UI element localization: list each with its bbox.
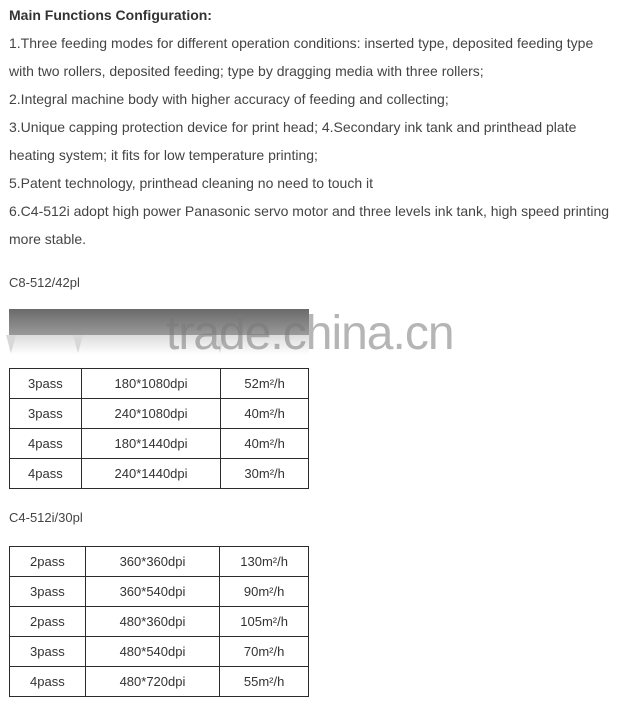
resolution-cell: 180*1440dpi [81, 429, 221, 459]
resolution-cell: 240*1440dpi [81, 459, 221, 489]
table1-caption: C8-512/42pl [9, 275, 80, 290]
paragraph-line-8: more stable. [9, 231, 87, 247]
table2-spec-table [9, 546, 309, 697]
speed-cell: 40m²/h [221, 429, 309, 459]
table-row [10, 369, 309, 399]
paragraph-line-7: 6.C4-512i adopt high power Panasonic servo motor and three levels ink tank, high speed printing [9, 203, 610, 219]
pass-cell: 4pass [10, 429, 82, 459]
resolution-cell: 360*360dpi [85, 547, 220, 577]
paragraph-line-5: heating system; it fits for low temperature printing; [9, 147, 318, 163]
speed-cell: 52m²/h [221, 369, 309, 399]
table-row [10, 429, 309, 459]
main-functions-heading: Main Functions Configuration: [9, 7, 212, 23]
resolution-cell: 180*1080dpi [81, 369, 221, 399]
pass-cell: 2pass [10, 547, 86, 577]
speed-cell: 105m²/h [220, 607, 309, 637]
table-row [10, 667, 309, 697]
table-row [10, 637, 309, 667]
speed-cell: 130m²/h [220, 547, 309, 577]
paragraph-line-2: with two rollers, deposited feeding; type by dragging media with three rollers; [9, 63, 484, 79]
header-tick-mark [73, 335, 83, 353]
table-row [10, 399, 309, 429]
table-row [10, 607, 309, 637]
pass-cell: 4pass [10, 459, 82, 489]
table2-caption: C4-512i/30pl [9, 510, 83, 525]
pass-cell: 3pass [10, 637, 86, 667]
pass-cell: 2pass [10, 607, 86, 637]
resolution-cell: 480*540dpi [85, 637, 220, 667]
table1-spec-table [9, 368, 309, 489]
paragraph-line-6: 5.Patent technology, printhead cleaning no need to touch it [9, 175, 374, 191]
paragraph-line-4: 3.Unique capping protection device for print head; 4.Secondary ink tank and printhead plate [9, 119, 577, 135]
pass-cell: 3pass [10, 399, 82, 429]
speed-cell: 70m²/h [220, 637, 309, 667]
pass-cell: 4pass [10, 667, 86, 697]
speed-cell: 90m²/h [220, 577, 309, 607]
pass-cell: 3pass [10, 369, 82, 399]
table-row [10, 459, 309, 489]
paragraph-line-1: 1.Three feeding modes for different operation conditions: inserted type, deposited feeding type [9, 35, 594, 51]
table-row [10, 577, 309, 607]
watermark: trade.china.cn [166, 307, 454, 360]
resolution-cell: 360*540dpi [85, 577, 220, 607]
speed-cell: 40m²/h [221, 399, 309, 429]
resolution-cell: 480*360dpi [85, 607, 220, 637]
header-tick-mark [6, 335, 16, 353]
table-row [10, 547, 309, 577]
resolution-cell: 240*1080dpi [81, 399, 221, 429]
pass-cell: 3pass [10, 577, 86, 607]
speed-cell: 55m²/h [220, 667, 309, 697]
paragraph-line-3: 2.Integral machine body with higher accuracy of feeding and collecting; [9, 91, 449, 107]
resolution-cell: 480*720dpi [85, 667, 220, 697]
speed-cell: 30m²/h [221, 459, 309, 489]
